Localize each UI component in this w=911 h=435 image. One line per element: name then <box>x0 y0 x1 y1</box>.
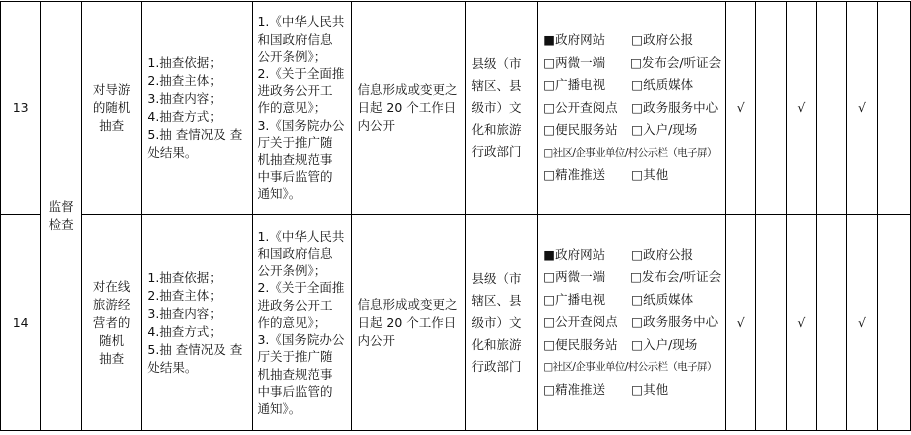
check-mark: √ <box>736 314 745 330</box>
channel-option: ■政府网站 <box>543 32 606 48</box>
channel-option: □发布会/听证会 <box>630 269 722 285</box>
check-cell <box>756 215 786 431</box>
channels-cell <box>538 2 726 215</box>
channel-option: □公开查阅点 <box>543 99 618 115</box>
channel-option: □政务服务中心 <box>631 314 719 330</box>
disclosure-standard-table <box>0 1 911 431</box>
channel-option: □便民服务站 <box>543 122 618 138</box>
table-row <box>1 2 911 215</box>
channel-option: □入户/现场 <box>631 336 698 352</box>
basis-cell: 1.《中华人民共 和国政府信息 公开条例》； 2.《关于全面推 进政务公开工 作的意见》； 3.《国务院办公 厅关于推广随 机抽查规范事 中事后监管的 通知》。 <box>253 2 352 215</box>
channel-option: □便民服务站 <box>543 336 618 352</box>
category-cell <box>41 2 81 431</box>
check-mark: √ <box>736 100 745 115</box>
channel-option: □社区/企事业单位/村公示栏（电子屏） <box>543 361 717 374</box>
channel-option: □入户/现场 <box>631 122 698 138</box>
check-cell <box>756 2 786 215</box>
channel-option: □纸质媒体 <box>631 291 694 307</box>
basis-cell: 1.《中华人民共 和国政府信息 公开条例》； 2.《关于全面推 进政务公开工 作的意见》； 3.《国务院办公 厅关于推广随 机抽查规范事 中事后监管的 通知》。 <box>253 215 352 431</box>
category-label: 监督检查 <box>48 199 74 232</box>
channel-option: □纸质媒体 <box>631 77 694 93</box>
channel-option: □两微一端 <box>543 54 606 70</box>
item-cell: 对在线 旅游经 营者的 随机 抽查 <box>81 215 142 431</box>
channel-option: □政府公报 <box>631 246 694 262</box>
item-cell: 对导游 的随机 抽查 <box>81 2 142 215</box>
channel-option: □社区/企事业单位/村公示栏（电子屏） <box>543 146 717 159</box>
check-cell <box>877 2 910 215</box>
channel-option: □精准推送 <box>543 167 606 183</box>
check-cell <box>817 215 847 431</box>
check-cell <box>847 215 877 431</box>
channel-option: □其他 <box>631 167 669 183</box>
channel-option: □其他 <box>631 381 669 397</box>
channel-option: □公开查阅点 <box>543 314 618 330</box>
check-cell <box>786 215 816 431</box>
subject-cell: 县级（市 辖区、县 级市）文 化和旅游 行政部门 <box>465 215 538 431</box>
channel-option: □广播电视 <box>543 77 606 93</box>
check-cell <box>877 215 910 431</box>
channel-option: □政府公报 <box>631 32 694 48</box>
channel-option: □两微一端 <box>543 269 606 285</box>
row-number: 13 <box>1 2 41 215</box>
check-cell <box>817 2 847 215</box>
channels-cell <box>538 215 726 431</box>
channel-option: □政务服务中心 <box>631 99 719 115</box>
check-mark: √ <box>797 100 806 115</box>
check-cell <box>726 2 756 215</box>
table-row <box>1 215 911 431</box>
check-cell <box>847 2 877 215</box>
channel-option: □广播电视 <box>543 291 606 307</box>
check-cell <box>786 2 816 215</box>
channel-option: □精准推送 <box>543 381 606 397</box>
time-limit-cell: 信息形成或变更之 日起 20 个工作日 内公开 <box>352 215 465 431</box>
channel-option: ■政府网站 <box>543 246 606 262</box>
time-limit-cell: 信息形成或变更之 日起 20 个工作日 内公开 <box>352 2 465 215</box>
content-cell: 1.抽查依据； 2.抽查主体； 3.抽查内容； 4.抽查方式； 5.抽 查情况及 查 处结果。 <box>142 2 253 215</box>
check-mark: √ <box>857 100 866 115</box>
channel-option: □发布会/听证会 <box>630 54 722 70</box>
row-number: 14 <box>1 215 41 431</box>
check-mark: √ <box>797 314 806 330</box>
content-cell: 1.抽查依据； 2.抽查主体； 3.抽查内容； 4.抽查方式； 5.抽 查情况及 查 处结果。 <box>142 215 253 431</box>
subject-cell: 县级（市 辖区、县 级市）文 化和旅游 行政部门 <box>465 2 538 215</box>
check-mark: √ <box>857 314 866 330</box>
check-cell <box>726 215 756 431</box>
